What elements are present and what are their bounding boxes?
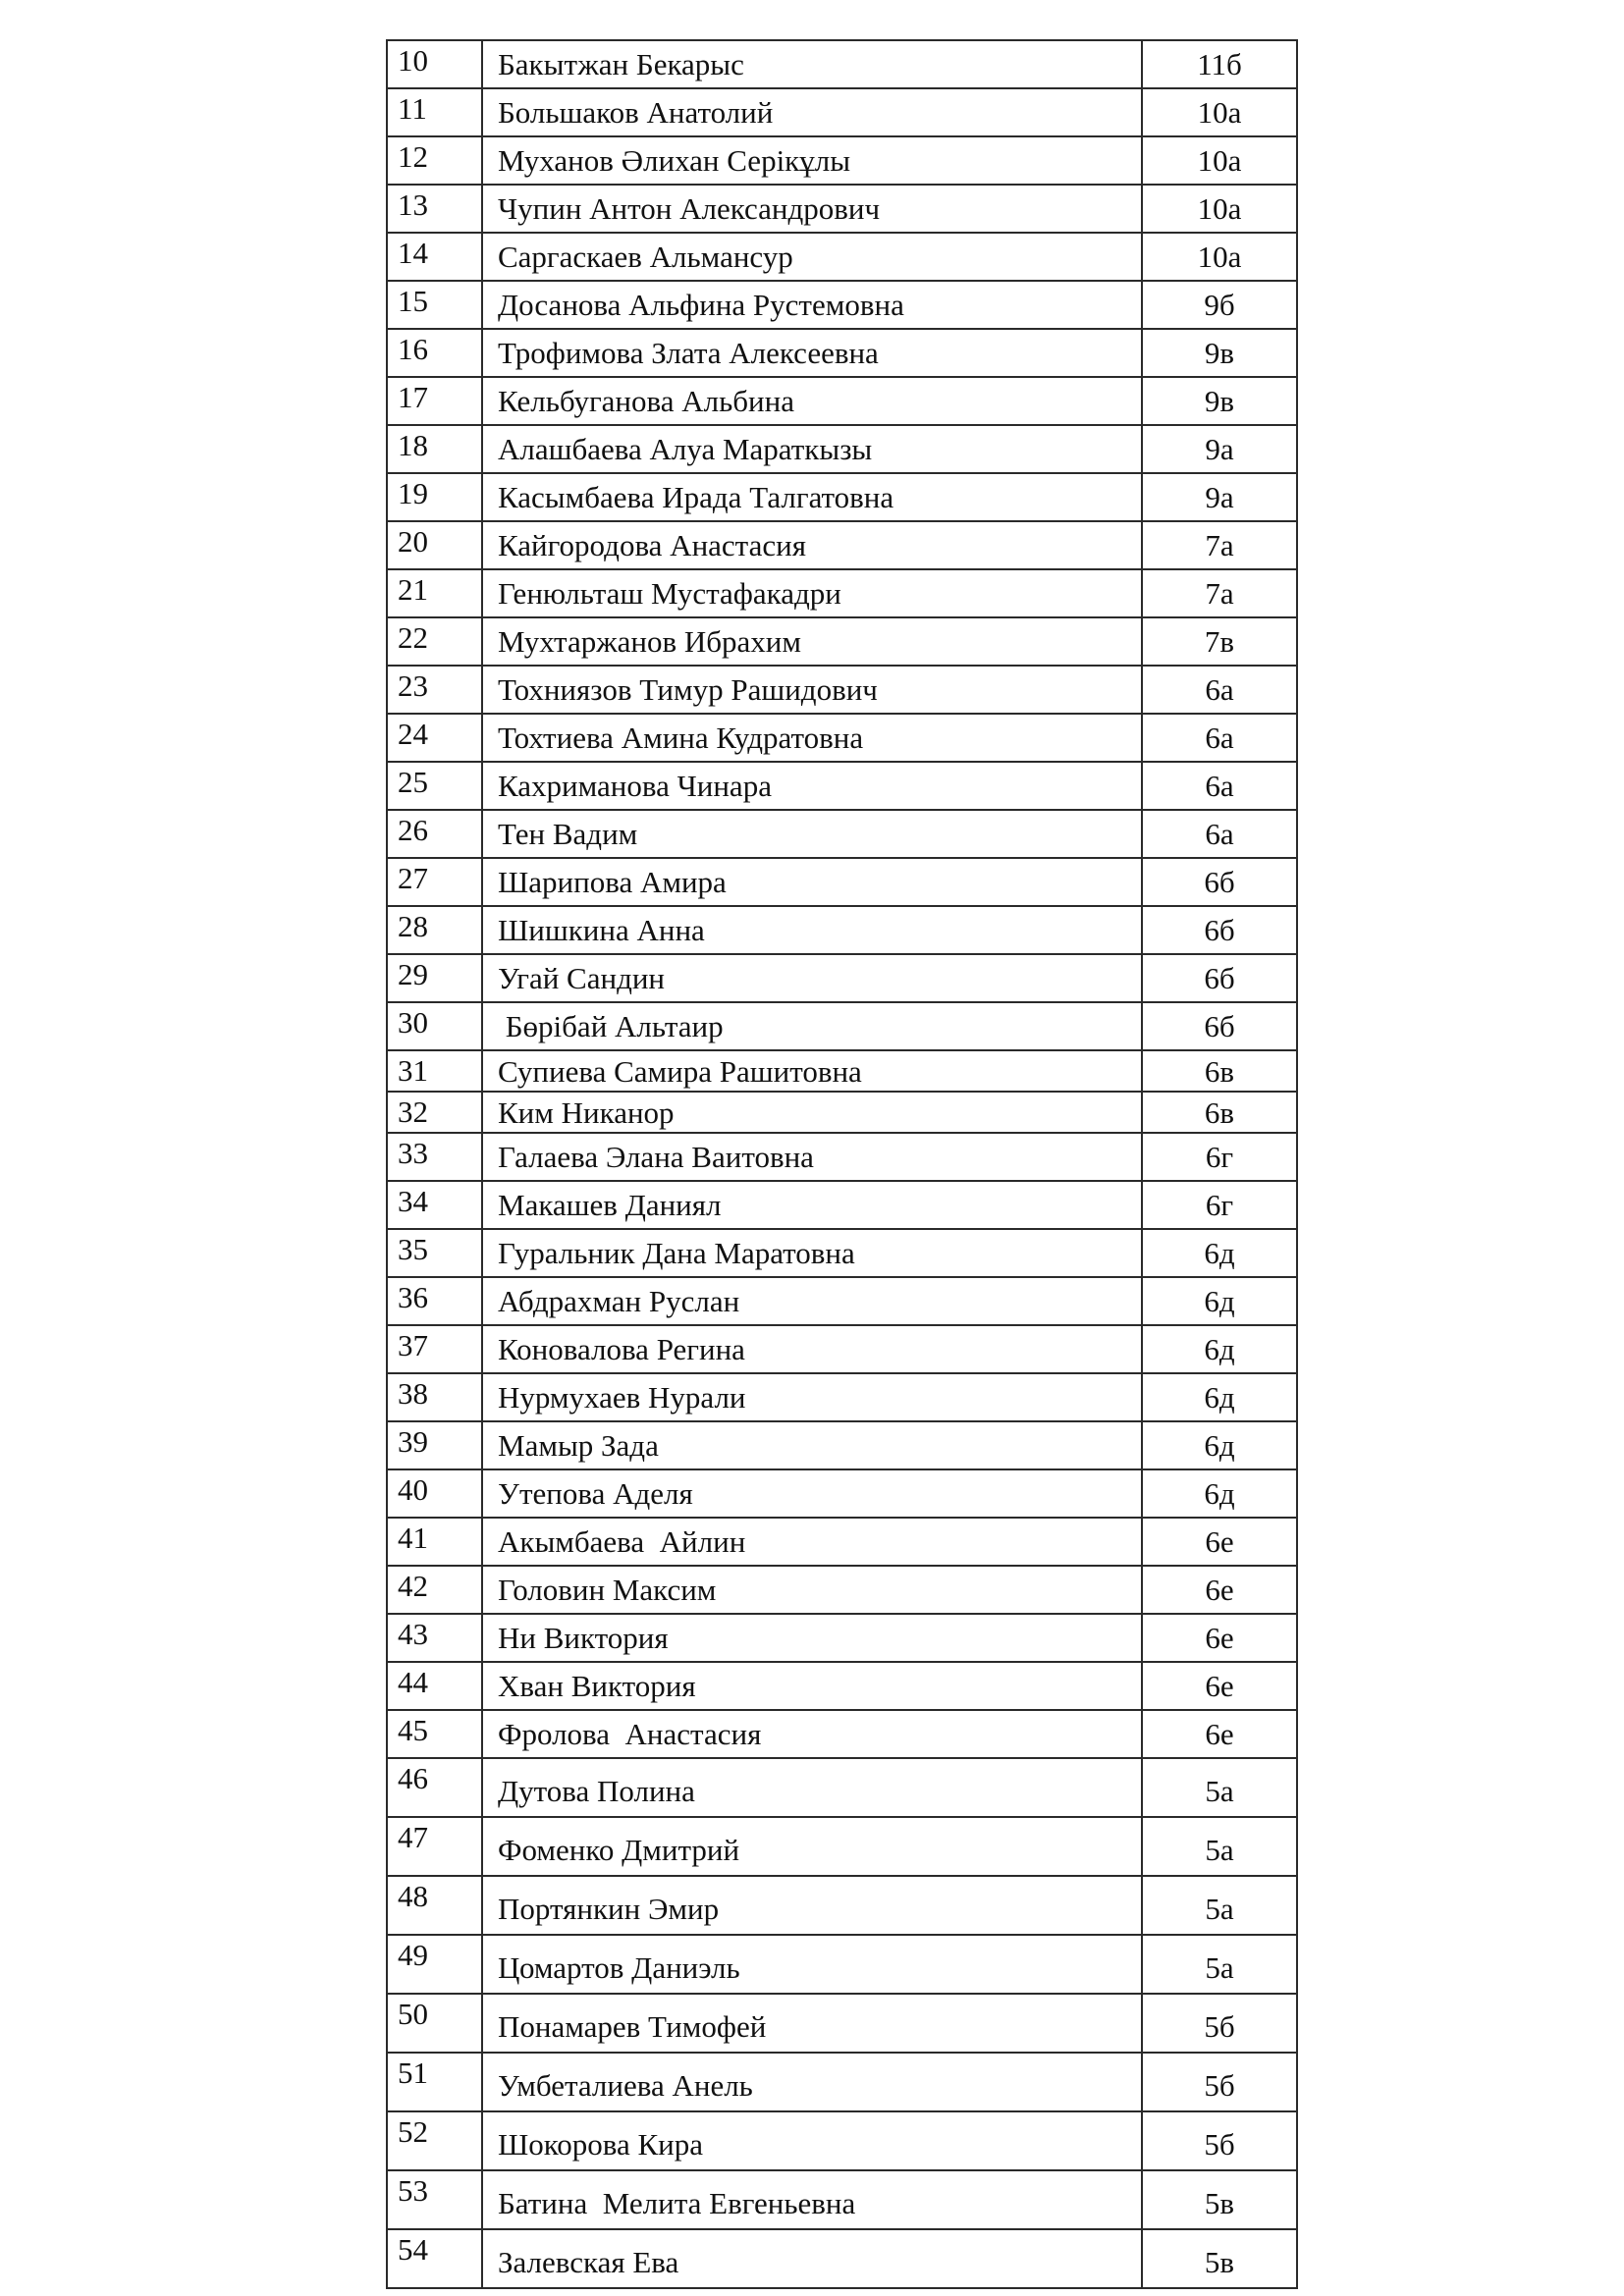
row-number: 39 bbox=[387, 1421, 482, 1469]
table-row bbox=[387, 1092, 1297, 1133]
student-name: Супиева Самира Рашитовна bbox=[482, 1050, 1142, 1092]
student-grade: 6а bbox=[1142, 762, 1297, 810]
row-number: 46 bbox=[387, 1758, 482, 1817]
row-number: 30 bbox=[387, 1002, 482, 1050]
student-name: Фоменко Дмитрий bbox=[482, 1817, 1142, 1876]
table-row bbox=[387, 2229, 1297, 2288]
student-grade: 6д bbox=[1142, 1469, 1297, 1518]
table-row bbox=[387, 1373, 1297, 1421]
student-grade: 10а bbox=[1142, 136, 1297, 185]
student-name: Бакытжан Бекарыс bbox=[482, 40, 1142, 88]
row-number: 42 bbox=[387, 1566, 482, 1614]
table-row bbox=[387, 281, 1297, 329]
table-row bbox=[387, 1758, 1297, 1817]
student-grade: 6б bbox=[1142, 906, 1297, 954]
table-row bbox=[387, 1050, 1297, 1092]
table-row bbox=[387, 1421, 1297, 1469]
row-number: 14 bbox=[387, 233, 482, 281]
row-number: 36 bbox=[387, 1277, 482, 1325]
row-number: 11 bbox=[387, 88, 482, 136]
table-row bbox=[387, 425, 1297, 473]
student-grade: 6д bbox=[1142, 1373, 1297, 1421]
table-row bbox=[387, 1181, 1297, 1229]
row-number: 50 bbox=[387, 1994, 482, 2053]
table-row bbox=[387, 329, 1297, 377]
student-name: Мамыр Зада bbox=[482, 1421, 1142, 1469]
row-number: 21 bbox=[387, 569, 482, 617]
student-name: Батина Мелита Евгеньевна bbox=[482, 2170, 1142, 2229]
table-row bbox=[387, 1710, 1297, 1758]
row-number: 49 bbox=[387, 1935, 482, 1994]
table-row bbox=[387, 954, 1297, 1002]
student-grade: 6е bbox=[1142, 1710, 1297, 1758]
student-name: Макашев Даниял bbox=[482, 1181, 1142, 1229]
row-number: 38 bbox=[387, 1373, 482, 1421]
row-number: 13 bbox=[387, 185, 482, 233]
student-name: Муханов Әлихан Серікұлы bbox=[482, 136, 1142, 185]
student-name: Генюльташ Мустафакадри bbox=[482, 569, 1142, 617]
table-row bbox=[387, 1469, 1297, 1518]
row-number: 20 bbox=[387, 521, 482, 569]
row-number: 47 bbox=[387, 1817, 482, 1876]
student-name: Досанова Альфина Рустемовна bbox=[482, 281, 1142, 329]
student-name: Чупин Антон Александрович bbox=[482, 185, 1142, 233]
student-grade: 6в bbox=[1142, 1050, 1297, 1092]
student-grade: 6г bbox=[1142, 1181, 1297, 1229]
row-number: 53 bbox=[387, 2170, 482, 2229]
table-row bbox=[387, 1876, 1297, 1935]
table-row bbox=[387, 136, 1297, 185]
student-name: Трофимова Злата Алексеевна bbox=[482, 329, 1142, 377]
table-row bbox=[387, 233, 1297, 281]
row-number: 32 bbox=[387, 1092, 482, 1133]
row-number: 23 bbox=[387, 666, 482, 714]
table-row bbox=[387, 2111, 1297, 2170]
student-grade: 9в bbox=[1142, 329, 1297, 377]
row-number: 45 bbox=[387, 1710, 482, 1758]
student-name: Утепова Аделя bbox=[482, 1469, 1142, 1518]
student-name: Акымбаева Айлин bbox=[482, 1518, 1142, 1566]
student-name: Шишкина Анна bbox=[482, 906, 1142, 954]
table-row bbox=[387, 185, 1297, 233]
student-grade: 6е bbox=[1142, 1566, 1297, 1614]
table-row bbox=[387, 377, 1297, 425]
student-grade: 6а bbox=[1142, 714, 1297, 762]
student-grade: 10а bbox=[1142, 185, 1297, 233]
row-number: 19 bbox=[387, 473, 482, 521]
student-grade: 6е bbox=[1142, 1518, 1297, 1566]
student-name: Бөрібай Альтаир bbox=[482, 1002, 1142, 1050]
row-number: 37 bbox=[387, 1325, 482, 1373]
student-name: Гуральник Дана Маратовна bbox=[482, 1229, 1142, 1277]
student-grade: 5б bbox=[1142, 1994, 1297, 2053]
row-number: 12 bbox=[387, 136, 482, 185]
table-row bbox=[387, 666, 1297, 714]
student-name: Дутова Полина bbox=[482, 1758, 1142, 1817]
table-row bbox=[387, 1662, 1297, 1710]
student-grade: 6б bbox=[1142, 858, 1297, 906]
student-name: Кайгородова Анастасия bbox=[482, 521, 1142, 569]
student-name: Хван Виктория bbox=[482, 1662, 1142, 1710]
student-grade: 5в bbox=[1142, 2170, 1297, 2229]
row-number: 44 bbox=[387, 1662, 482, 1710]
row-number: 48 bbox=[387, 1876, 482, 1935]
student-grade: 6в bbox=[1142, 1092, 1297, 1133]
row-number: 29 bbox=[387, 954, 482, 1002]
row-number: 18 bbox=[387, 425, 482, 473]
student-name: Галаева Элана Ваитовна bbox=[482, 1133, 1142, 1181]
row-number: 28 bbox=[387, 906, 482, 954]
student-name: Кахриманова Чинара bbox=[482, 762, 1142, 810]
row-number: 43 bbox=[387, 1614, 482, 1662]
student-name: Шокорова Кира bbox=[482, 2111, 1142, 2170]
student-grade: 5б bbox=[1142, 2111, 1297, 2170]
student-name: Нурмухаев Нурали bbox=[482, 1373, 1142, 1421]
student-name: Тен Вадим bbox=[482, 810, 1142, 858]
table-row bbox=[387, 40, 1297, 88]
student-name: Большаков Анатолий bbox=[482, 88, 1142, 136]
student-grade: 6б bbox=[1142, 954, 1297, 1002]
student-grade: 5б bbox=[1142, 2053, 1297, 2111]
table-row bbox=[387, 906, 1297, 954]
student-grade: 5а bbox=[1142, 1935, 1297, 1994]
table-row bbox=[387, 521, 1297, 569]
student-name: Коновалова Регина bbox=[482, 1325, 1142, 1373]
table-row bbox=[387, 1518, 1297, 1566]
table-row bbox=[387, 762, 1297, 810]
student-table-body bbox=[387, 40, 1297, 2288]
row-number: 22 bbox=[387, 617, 482, 666]
table-row bbox=[387, 88, 1297, 136]
student-grade: 6е bbox=[1142, 1662, 1297, 1710]
row-number: 16 bbox=[387, 329, 482, 377]
row-number: 33 bbox=[387, 1133, 482, 1181]
table-row bbox=[387, 2053, 1297, 2111]
row-number: 17 bbox=[387, 377, 482, 425]
student-name: Касымбаева Ирада Талгатовна bbox=[482, 473, 1142, 521]
table-row bbox=[387, 858, 1297, 906]
student-grade: 6д bbox=[1142, 1421, 1297, 1469]
student-grade: 6д bbox=[1142, 1277, 1297, 1325]
table-row bbox=[387, 810, 1297, 858]
row-number: 35 bbox=[387, 1229, 482, 1277]
student-name: Шарипова Амира bbox=[482, 858, 1142, 906]
student-grade: 11б bbox=[1142, 40, 1297, 88]
student-name: Фролова Анастасия bbox=[482, 1710, 1142, 1758]
row-number: 31 bbox=[387, 1050, 482, 1092]
student-grade: 6г bbox=[1142, 1133, 1297, 1181]
table-row bbox=[387, 1277, 1297, 1325]
student-name: Умбеталиева Анель bbox=[482, 2053, 1142, 2111]
row-number: 51 bbox=[387, 2053, 482, 2111]
table-row bbox=[387, 1229, 1297, 1277]
student-grade: 10а bbox=[1142, 88, 1297, 136]
student-grade: 9в bbox=[1142, 377, 1297, 425]
table-row bbox=[387, 1994, 1297, 2053]
student-name: Портянкин Эмир bbox=[482, 1876, 1142, 1935]
student-name: Тохтиева Амина Кудратовна bbox=[482, 714, 1142, 762]
student-grade: 5а bbox=[1142, 1758, 1297, 1817]
table-row bbox=[387, 1566, 1297, 1614]
student-name: Абдрахман Руслан bbox=[482, 1277, 1142, 1325]
student-table bbox=[386, 39, 1298, 2289]
table-row bbox=[387, 473, 1297, 521]
student-grade: 5а bbox=[1142, 1876, 1297, 1935]
row-number: 10 bbox=[387, 40, 482, 88]
student-grade: 6а bbox=[1142, 666, 1297, 714]
student-grade: 6д bbox=[1142, 1325, 1297, 1373]
row-number: 54 bbox=[387, 2229, 482, 2288]
student-grade: 5в bbox=[1142, 2229, 1297, 2288]
student-grade: 6а bbox=[1142, 810, 1297, 858]
row-number: 34 bbox=[387, 1181, 482, 1229]
row-number: 41 bbox=[387, 1518, 482, 1566]
student-name: Ким Никанор bbox=[482, 1092, 1142, 1133]
student-grade: 6д bbox=[1142, 1229, 1297, 1277]
student-name: Саргаскаев Альмансур bbox=[482, 233, 1142, 281]
table-row bbox=[387, 1614, 1297, 1662]
student-name: Ни Виктория bbox=[482, 1614, 1142, 1662]
table-row bbox=[387, 1002, 1297, 1050]
student-grade: 6е bbox=[1142, 1614, 1297, 1662]
student-name: Цомартов Даниэль bbox=[482, 1935, 1142, 1994]
student-name: Головин Максим bbox=[482, 1566, 1142, 1614]
row-number: 15 bbox=[387, 281, 482, 329]
student-name: Алашбаева Алуа Мараткызы bbox=[482, 425, 1142, 473]
student-name: Кельбуганова Альбина bbox=[482, 377, 1142, 425]
row-number: 52 bbox=[387, 2111, 482, 2170]
table-row bbox=[387, 1817, 1297, 1876]
student-grade: 5а bbox=[1142, 1817, 1297, 1876]
row-number: 27 bbox=[387, 858, 482, 906]
student-name: Залевская Ева bbox=[482, 2229, 1142, 2288]
table-row bbox=[387, 1325, 1297, 1373]
student-grade: 10а bbox=[1142, 233, 1297, 281]
row-number: 40 bbox=[387, 1469, 482, 1518]
student-grade: 7а bbox=[1142, 521, 1297, 569]
student-grade: 7а bbox=[1142, 569, 1297, 617]
student-grade: 9а bbox=[1142, 473, 1297, 521]
table-row bbox=[387, 617, 1297, 666]
table-row bbox=[387, 2170, 1297, 2229]
row-number: 24 bbox=[387, 714, 482, 762]
table-row bbox=[387, 569, 1297, 617]
student-name: Мухтаржанов Ибрахим bbox=[482, 617, 1142, 666]
table-row bbox=[387, 714, 1297, 762]
student-grade: 6б bbox=[1142, 1002, 1297, 1050]
row-number: 25 bbox=[387, 762, 482, 810]
student-grade: 9а bbox=[1142, 425, 1297, 473]
student-name: Понамарев Тимофей bbox=[482, 1994, 1142, 2053]
student-name: Угай Сандин bbox=[482, 954, 1142, 1002]
student-grade: 9б bbox=[1142, 281, 1297, 329]
row-number: 26 bbox=[387, 810, 482, 858]
student-grade: 7в bbox=[1142, 617, 1297, 666]
table-row bbox=[387, 1133, 1297, 1181]
table-row bbox=[387, 1935, 1297, 1994]
student-name: Тохниязов Тимур Рашидович bbox=[482, 666, 1142, 714]
